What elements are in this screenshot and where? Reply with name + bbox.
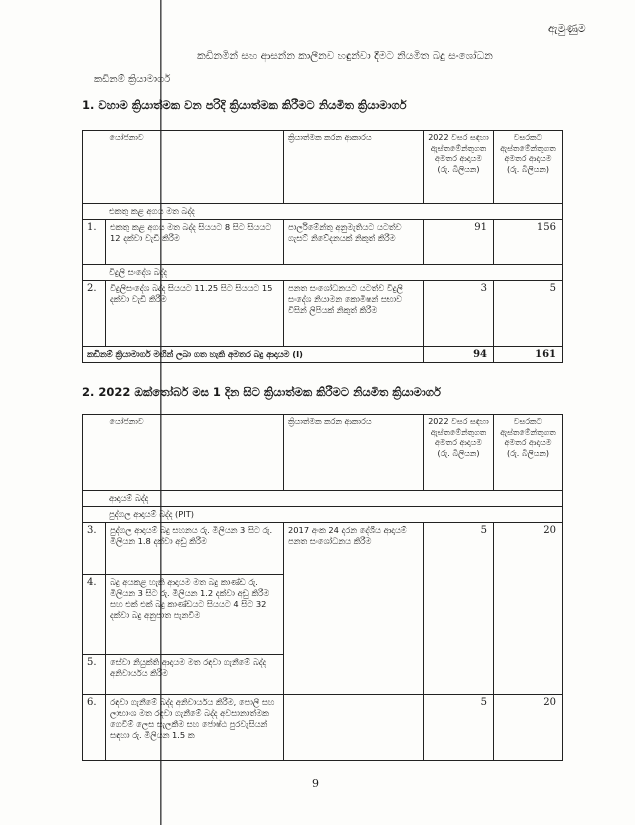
row-revenue-2022: 3 — [424, 281, 494, 347]
row-index: 1. — [83, 220, 106, 265]
row-revenue-annual: 156 — [494, 220, 563, 265]
total-revenue-annual: 161 — [494, 347, 563, 363]
row-proposal: සේවා නියුක්ති ආදායම මත රඳවා ගැනීමේ බද්ද අනිවාර්යය කිරීම — [106, 655, 284, 695]
table2-header-index — [83, 415, 106, 491]
table1-header-implementation: ක්‍රියාත්මක කරන ආකාරය — [284, 131, 424, 204]
group-label-income-tax: ආදායම් බද්ද — [83, 491, 563, 507]
table2 — [82, 414, 563, 761]
table-row — [83, 523, 563, 575]
page-title: කඩිනමින් සහ ආසන්න කාලීනව හඳුන්වා දීමට නියමිත බදු සංශෝධන — [197, 50, 493, 62]
table2-group-row — [83, 491, 563, 507]
total-revenue-2022: 94 — [424, 347, 494, 363]
table1-header-index — [83, 131, 106, 204]
table-row — [83, 220, 563, 265]
row-revenue-2022: 5 — [424, 523, 494, 695]
row-proposal: පුද්ගල ආදායම් බදු සහනය රු. මිලියන 3 සිට රු. මිලියන 1.8 දක්වා අඩු කිරීම — [106, 523, 284, 575]
group-label-telecom: විදුලි සංදේශ බද්ද — [83, 265, 563, 281]
total-label: කඩිනම් ක්‍රියාමාර්ග මඟින් ලබා ගත හැකි අමතර බදු ආදායම (I) — [83, 347, 424, 363]
row-revenue-annual: 5 — [494, 281, 563, 347]
table2-subgroup-row — [83, 507, 563, 523]
table1 — [82, 130, 563, 363]
table1-header-revenue-annual: වසරකට ඇස්තමේන්තුගත අමතර ආදායම (රු. බිලියන) — [494, 131, 563, 204]
row-implementation — [284, 695, 424, 761]
table1-header-proposal: යෝජනාව — [106, 131, 284, 204]
row-index: 3. — [83, 523, 106, 575]
table2-heading: 2. 2022 ඔක්තෝබර් මස 1 දින සිට ක්‍රියාත්මක කිරීමට නියමිත ක්‍රියාමාර්ග — [82, 385, 441, 399]
row-proposal: එකතු කළ අගය මත බද්ද සියයට 8 සිට සියයට 12 දක්වා වැඩි කිරීම — [106, 220, 284, 265]
row-revenue-2022: 5 — [424, 695, 494, 761]
row-implementation: පාර්ලිමේන්තු අනුමැතියට යටත්ව ගැසට් නිවේදනයක් නිකුත් කිරීම — [284, 220, 424, 265]
table2-header-proposal: යෝජනාව — [106, 415, 284, 491]
table2-header-row — [83, 415, 563, 491]
table2-header-revenue-annual: වසරකට ඇස්තමේන්තුගත අමතර ආදායම (රු. බිලියන) — [494, 415, 563, 491]
row-index: 5. — [83, 655, 106, 695]
row-proposal: විදුලිසංදේශ බද්ද සියයට 11.25 සිට සියයට 15 දක්වා වැඩි කිරීම — [106, 281, 284, 347]
table2-header-revenue-2022: 2022 වසර සඳහා ඇස්තමේන්තුගත අමතර ආදායම (රු. බිලියන) — [424, 415, 494, 491]
table1-group-row — [83, 265, 563, 281]
table-row — [83, 281, 563, 347]
table1-header-row — [83, 131, 563, 204]
subgroup-label-pit: පුද්ගල ආදායම් බද්ද (PIT) — [83, 507, 563, 523]
row-index: 6. — [83, 695, 106, 761]
row-revenue-2022: 91 — [424, 220, 494, 265]
row-implementation: පනත සංශෝධනයට යටත්ව විදුලි සංදේශ නියාමන කොමිෂන් සභාව විසින් ලිපියක් නිකුත් කිරීම — [284, 281, 424, 347]
group-label-vat: එකතු කළ අගය මත බද්ද — [83, 204, 563, 220]
page-number: 9 — [312, 777, 319, 790]
annex-label: ඇමුණුම — [548, 22, 586, 35]
shared-implementation: 2017 අංක 24 දරන දේශීය ආදායම් පනත සංශෝධනය කිරීම — [284, 523, 424, 695]
row-revenue-annual: 20 — [494, 523, 563, 695]
row-proposal: රඳවා ගැනීමේ බද්ද අනිවාර්යය කිරීම, පොලී සහ ලාභාංශ මත රඳවා ගැනීමේ බද්ද අවසානාත්මක ගෙවීම් ලෙස සැලකීම සහ ජොෂ්ඨ පුරවැසියන් සඳහා රු. මිලියන 1.5 ක — [106, 695, 284, 761]
table1-total-row — [83, 347, 563, 363]
table2-header-implementation: ක්‍රියාත්මක කරන ආකාරය — [284, 415, 424, 491]
row-index: 2. — [83, 281, 106, 347]
row-index: 4. — [83, 575, 106, 655]
table-row — [83, 695, 563, 761]
table1-header-revenue-2022: 2022 වසර සඳහා ඇස්තමේන්තුගත අමතර ආදායම (රු. බිලියන) — [424, 131, 494, 204]
row-revenue-annual: 20 — [494, 695, 563, 761]
table1-group-row — [83, 204, 563, 220]
row-proposal: බදු අයකළ හැකි ආදායම මත බදු කාණ්ඩ රු. මිලියන 3 සිට රු. මිලියන 1.2 දක්වා අඩු කිරීම සහ එක් එක් බදු කාණ්ඩයට සියයට 4 සිට 32 දක්වා බදු අනුපාත පැනවීම — [106, 575, 284, 655]
section-label: කඩිනම් ක්‍රියාමාර්ග — [94, 74, 171, 85]
table1-heading: 1. වහාම ක්‍රියාත්මක වන පරිදි ක්‍රියාත්මක කිරීමට නියමිත ක්‍රියාමාර්ග — [82, 98, 407, 112]
